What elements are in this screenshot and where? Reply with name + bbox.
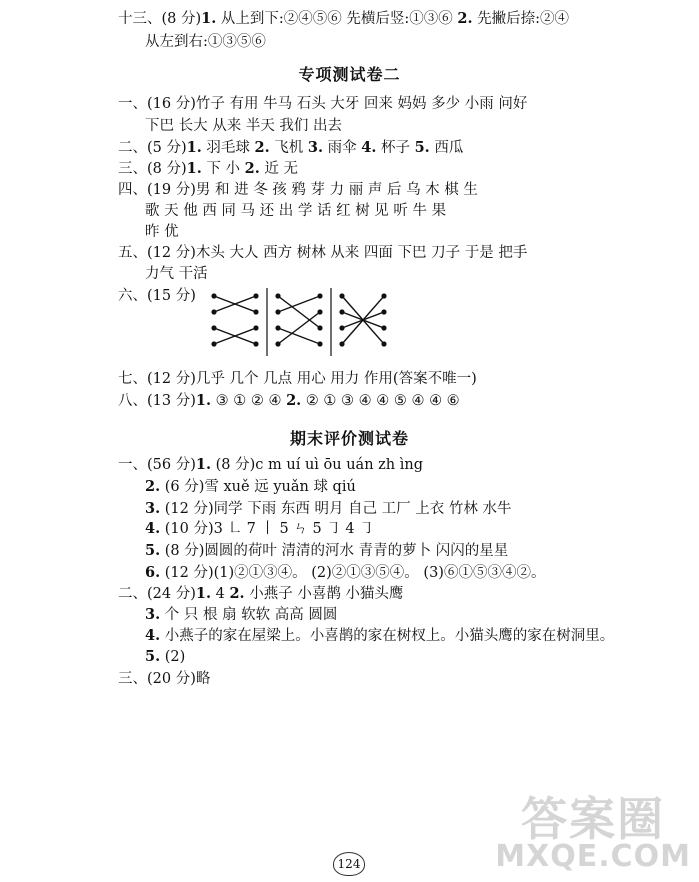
match-dot bbox=[381, 293, 386, 298]
match-dot bbox=[381, 309, 386, 314]
text-segment: ③ ① ② ④ bbox=[211, 393, 287, 409]
match-dot bbox=[275, 309, 280, 314]
match-dot bbox=[253, 293, 258, 298]
text-segment: 2. bbox=[145, 478, 161, 495]
text-segment: 1. bbox=[186, 139, 202, 156]
final-q1-5 bbox=[145, 542, 508, 560]
match-dot bbox=[317, 325, 322, 330]
final-q1-3 bbox=[145, 500, 512, 518]
match-dot bbox=[211, 309, 216, 314]
text-segment: 七、(12 分)几乎 几个 几点 用心 用力 作用(答案不唯一) bbox=[118, 371, 477, 387]
match-dot bbox=[253, 341, 258, 346]
text-segment: 从上到下:②④⑤⑥ 先横后竖:①③⑥ bbox=[216, 11, 458, 27]
text-segment: (2) bbox=[160, 649, 186, 665]
text-segment: 二、(5 分) bbox=[118, 140, 187, 156]
text-segment: 雨伞 bbox=[323, 140, 362, 156]
match-dot bbox=[339, 293, 344, 298]
text-segment: 1. bbox=[195, 456, 212, 473]
text-segment: 4. bbox=[361, 139, 377, 156]
text-segment: 4 bbox=[211, 586, 230, 602]
text-segment: 四、(19 分)男 和 进 冬 孩 鸦 芽 力 丽 声 后 乌 木 棋 生 bbox=[118, 182, 478, 198]
text-segment: (8 分)圆圆的荷叶 清清的河水 青青的萝卜 闪闪的星星 bbox=[160, 543, 509, 559]
final-q2-4 bbox=[145, 627, 614, 645]
text-segment: 小燕子 小喜鹊 小猫头鹰 bbox=[244, 586, 404, 602]
text-segment: 西瓜 bbox=[429, 140, 464, 156]
q4-line bbox=[118, 181, 478, 199]
match-dot bbox=[253, 325, 258, 330]
match-dot bbox=[317, 341, 322, 346]
match-dot bbox=[211, 293, 216, 298]
final-q1-4 bbox=[145, 520, 374, 538]
match-dot bbox=[317, 309, 322, 314]
text-segment: 飞机 bbox=[269, 140, 308, 156]
q2-line bbox=[118, 139, 463, 157]
text-segment: 小燕子的家在屋梁上。小喜鹊的家在树杈上。小猫头鹰的家在树洞里。 bbox=[160, 628, 615, 644]
q1-line-cont bbox=[145, 117, 342, 135]
q1-line bbox=[118, 95, 527, 113]
text-segment: 杯子 bbox=[376, 140, 415, 156]
match-line bbox=[278, 328, 320, 344]
text-segment: 2. bbox=[254, 139, 270, 156]
text-segment: 五、(12 分)木头 大人 西方 树林 从来 四面 下巴 刀子 于是 把手 bbox=[118, 245, 528, 261]
match-dot bbox=[275, 341, 280, 346]
watermark-logo bbox=[495, 792, 691, 874]
match-line bbox=[278, 296, 320, 328]
text-segment: 2. bbox=[244, 160, 260, 177]
text-segment: ② ① ③ ④ ④ ⑤ ④ ④ ⑥ bbox=[301, 393, 460, 409]
q8-line bbox=[118, 392, 460, 410]
text-segment: 4. bbox=[145, 627, 161, 644]
text-segment: 三、(20 分)略 bbox=[118, 671, 211, 687]
match-dot bbox=[339, 325, 344, 330]
text-segment: (6 分)雪 xuě 远 yuǎn 球 qiú bbox=[160, 479, 356, 495]
match-dot bbox=[339, 309, 344, 314]
text-segment: 2. bbox=[229, 585, 245, 602]
text-segment: 一、(56 分) bbox=[118, 457, 196, 473]
text-segment: 二、(24 分) bbox=[118, 586, 196, 602]
text-segment: 从左到右:①③⑤⑥ bbox=[145, 34, 266, 50]
match-line bbox=[278, 296, 320, 312]
watermark-bottom: MXQE.COM bbox=[495, 839, 691, 874]
page-number: 124 bbox=[333, 852, 365, 876]
text-segment: 先撇后捺:②④ bbox=[472, 11, 570, 27]
q6-line bbox=[118, 287, 196, 305]
match-dot bbox=[275, 325, 280, 330]
text-segment: 羽毛球 bbox=[201, 140, 255, 156]
text-segment: 4. bbox=[145, 520, 161, 537]
q4-line-cont1 bbox=[145, 202, 446, 220]
match-dot bbox=[211, 325, 216, 330]
match-dot bbox=[275, 293, 280, 298]
text-segment: 5. bbox=[145, 648, 161, 665]
final-q3-line bbox=[118, 670, 210, 688]
text-segment: 个 只 根 扇 软软 高高 圆圆 bbox=[160, 607, 338, 623]
q7-line bbox=[118, 370, 477, 388]
final-q1-line bbox=[118, 456, 423, 474]
text-segment: (10 分)3 ㇗ 7 丨 5 ㄣ 5 ㇆ 4 ㇆ bbox=[160, 521, 374, 537]
text-segment: 十三、(8 分) bbox=[118, 11, 202, 27]
match-dot bbox=[253, 309, 258, 314]
match-dot bbox=[381, 325, 386, 330]
text-segment: 5. bbox=[145, 542, 161, 559]
line-13-cont bbox=[145, 33, 266, 51]
text-segment: 1. bbox=[195, 585, 212, 602]
text-segment: 歌 天 他 西 同 马 还 出 学 话 红 树 见 听 牛 果 bbox=[145, 203, 447, 219]
text-segment: 2. bbox=[457, 10, 473, 27]
text-segment: 一、(16 分)竹子 有用 牛马 石头 大牙 回来 妈妈 多少 小雨 问好 bbox=[118, 96, 528, 112]
text-segment: 3. bbox=[145, 606, 161, 623]
final-q2-3 bbox=[145, 606, 337, 624]
q4-line-cont2 bbox=[145, 223, 179, 241]
final-q1-6 bbox=[145, 564, 545, 582]
text-segment: (12 分)同学 下雨 东西 明月 自己 工厂 上衣 竹林 水牛 bbox=[160, 501, 512, 517]
text-segment: 2. bbox=[286, 392, 302, 409]
text-segment: 6. bbox=[145, 564, 161, 581]
text-segment: 5. bbox=[414, 139, 430, 156]
matching-diagram bbox=[210, 288, 390, 360]
text-segment: (12 分)(1)②①③④。 (2)②①③⑤④。 (3)⑥①⑤③④②。 bbox=[160, 565, 546, 581]
match-dot bbox=[317, 293, 322, 298]
text-segment: 六、(15 分) bbox=[118, 288, 196, 304]
text-segment: (8 分)c m uí uì ōu uán zh ìng bbox=[211, 457, 423, 473]
q3-line bbox=[118, 160, 298, 178]
watermark-top: 答案圈 bbox=[521, 792, 666, 846]
section-title-special-test: 专项测试卷二 bbox=[298, 65, 401, 84]
q5-line-cont bbox=[145, 265, 208, 283]
text-segment: 1. bbox=[201, 10, 217, 27]
final-q2-5 bbox=[145, 648, 185, 666]
text-segment: 力气 干活 bbox=[145, 266, 208, 282]
line-13-header bbox=[118, 10, 569, 28]
text-segment: 三、(8 分) bbox=[118, 161, 187, 177]
final-q2-line bbox=[118, 585, 403, 603]
text-segment: 1. bbox=[186, 160, 202, 177]
text-segment: 昨 优 bbox=[145, 224, 179, 240]
final-q1-2 bbox=[145, 478, 356, 496]
text-segment: 1. bbox=[195, 392, 212, 409]
text-segment: 近 无 bbox=[259, 161, 298, 177]
text-segment: 3. bbox=[145, 500, 161, 517]
q5-line bbox=[118, 244, 527, 262]
match-dot bbox=[381, 341, 386, 346]
match-dot bbox=[339, 341, 344, 346]
text-segment: 下巴 长大 从来 半天 我们 出去 bbox=[145, 118, 343, 134]
text-segment: 八、(13 分) bbox=[118, 393, 196, 409]
text-segment: 3. bbox=[307, 139, 324, 156]
match-line bbox=[278, 312, 320, 344]
section-title-final-test: 期末评价测试卷 bbox=[289, 429, 409, 448]
match-dot bbox=[211, 341, 216, 346]
text-segment: 下 小 bbox=[201, 161, 245, 177]
